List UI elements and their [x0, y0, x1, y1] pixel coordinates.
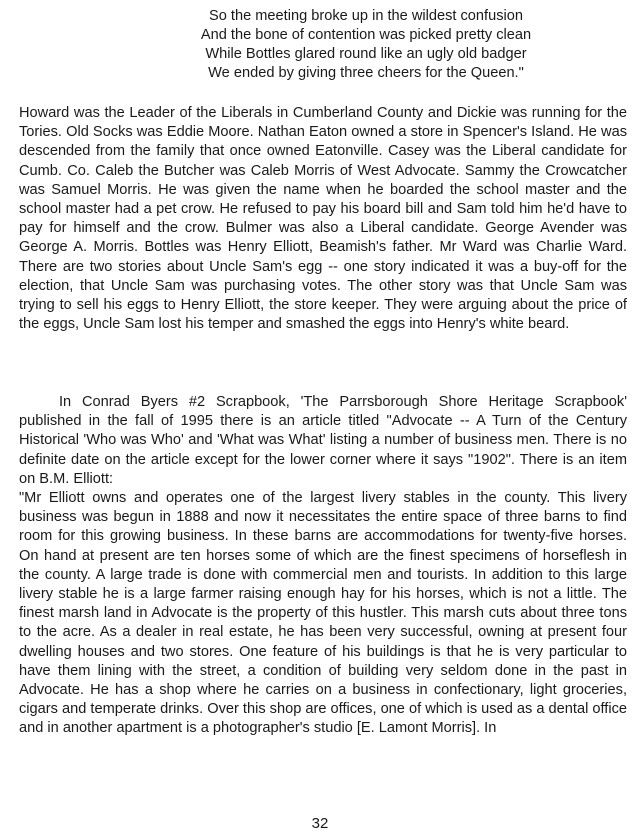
verse-line: And the bone of contention was picked pretty clean [200, 27, 532, 43]
verse-line: While Bottles glared round like an ugly old badger [205, 46, 527, 62]
poem-verse [0, 7, 640, 83]
paragraph-scrapbook: In Conrad Byers #2 Scrapbook, 'The Parrsborough Shore Heritage Scrapbook' published in the fall of 1995 there is an article titled "Advocate -- A Turn of the Century Historical 'Who was Who' and 'What was What' listing a number of business men. There is no definite date on the article except for the lower corner where it says "1902". There is an item on B.M. Elliott: [19, 394, 627, 487]
verse-line: We ended by giving three cheers for the Queen." [208, 65, 524, 81]
paragraph-elliott-quote: "Mr Elliott owns and operates one of the largest livery stables in the county. This livery business was begun in 1888 and now it necessitates the entire space of three barns to find room for this growing business. In these barns are accommodations for twenty-five horses. On hand at present are ten horses some of which are the finest specimens of horseflesh in the county. A large trade is done with commercial men and tourists. In addition to this large livery stable he is a large farmer raising enough hay for his horses, which is not a little. The finest marsh land in Advocate is the property of this hustler. This marsh cuts about three tons to the acre. As a dealer in real estate, he has been very successful, owning at present four dwelling houses and two stores. One feature of his buildings is that he is very particular to have them lining with the street, a condition of building very seldom done in the past in Advocate. He has a shop where he carries on a business in confectionary, light groceries, cigars and temperate drinks. Over this shop are offices, one of which is used as a dental office and in another apartment is a photographer's studio [E. Lamont Morris]. In [19, 490, 627, 737]
verse-line: So the meeting broke up in the wildest confusion [209, 8, 523, 24]
page-number: 32 [311, 815, 329, 832]
paragraph-nicknames: Howard was the Leader of the Liberals in Cumberland County and Dickie was running for the Tories. Old Socks was Eddie Moore. Nathan Eaton owned a store in Spencer's Island. He was descended from the family that once owned Eatonville. Casey was the Liberal candidate for Cumb. Co. Caleb the Butcher was Caleb Morris of West Advocate. Sammy the Crowcatcher was Samuel Morris. He was given the name when he boarded the school master and the school master had a pet crow. He refused to pay his board bill and Sam told him he'd have to pay for himself and the crow. Bulmer was also a Liberal candidate. George Avender was George A. Morris. Bottles was Henry Elliott, Beamish's father. Mr Ward was Charlie Ward. There are two stories about Uncle Sam's egg -- one story indicated it was a buy-off for the election, that Uncle Sam was purchasing votes. The other story was that Uncle Sam was trying to sell his eggs to Henry Elliott, the store keeper. They were arguing about the price of the eggs, Uncle Sam lost his temper and smashed the eggs into Henry's white beard. [19, 105, 627, 333]
